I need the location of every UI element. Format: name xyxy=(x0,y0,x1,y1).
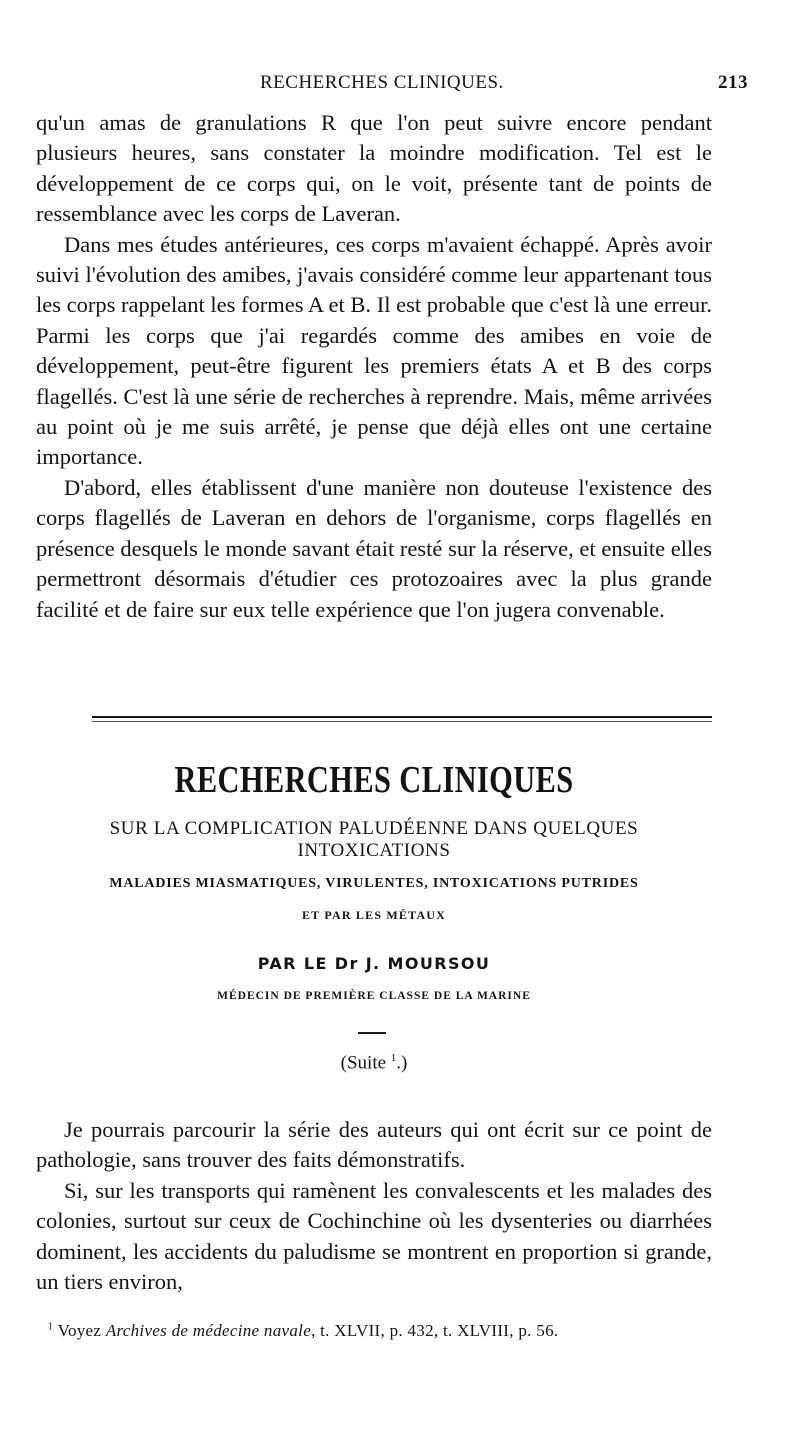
author-role: MÉDECIN DE PREMIÈRE CLASSE DE LA MARINE xyxy=(217,990,531,1002)
paragraph: Dans mes études antérieures, ces corps m'avaient échappé. Après avoir suivi l'évolution des amibes, j'avais considéré comme leur appartenant tous les corps rappelant les formes A et B. Il est probable que c'est là une erreur. Parmi les corps que j'ai regardés comme des amibes en voie de développement, peut-être figurent les premiers états A et B des corps flagellés. C'est là une série de recherches à reprendre. Mais, même arrivées au point où je me suis arrêté, je pense que déjà elles ont une certaine importance. xyxy=(36,231,712,470)
running-head-title: RECHERCHES CLINIQUES. xyxy=(260,72,504,93)
article-subtitle-diseases: MALADIES MIASMATIQUES, VIRULENTES, INTOXICATIONS PUTRIDES xyxy=(109,876,639,891)
section-divider-thin xyxy=(92,721,712,722)
paragraph: Si, sur les transports qui ramènent les convalescents et les malades des colonies, surtout sur ceux de Cochinchine où les dysenteries ou diarrhées dominent, les accidents du paludisme se montrent en proportion si grande, un tiers environ, xyxy=(36,1177,712,1295)
footnote-lead: Voyez xyxy=(57,1321,102,1340)
footnote-journal: Archives de médecine navale xyxy=(105,1321,312,1340)
article-subtitle-metals: ET PAR LES MÉTAUX xyxy=(301,908,447,922)
continuation-note xyxy=(36,1052,712,1074)
short-divider xyxy=(358,1032,386,1034)
continuation-label: (Suite xyxy=(340,1052,387,1074)
continuation-close: .) xyxy=(396,1052,408,1074)
footnote-tail: , t. XLVII, p. 432, t. XLVIII, p. 56. xyxy=(311,1321,559,1340)
author-byline: PAR LE Dr J. MOURSOU xyxy=(257,954,491,973)
footnote-mark: 1 xyxy=(48,1321,54,1333)
footnote xyxy=(48,1321,712,1341)
article-body xyxy=(36,1115,712,1297)
article-title: RECHERCHES CLINIQUES xyxy=(174,759,574,801)
paragraph: Je pourrais parcourir la série des auteurs qui ont écrit sur ce point de pathologie, sans trouver des faits démonstratifs. xyxy=(36,1117,712,1173)
paragraph: qu'un amas de granulations R que l'on peut suivre encore pendant plusieurs heures, sans constater la moindre modification. Tel est le développement de ce corps qui, on le voit, présente tant de points de ressemblance avec les corps de Laveran. xyxy=(36,110,712,227)
paragraph: D'abord, elles établissent d'une manière non douteuse l'existence des corps flagellés de Laveran en dehors de l'organisme, corps flagellés en présence desquels le monde savant était resté sur la réserve, et ensuite elles permettront désormais d'étudier ces protozoaires avec la plus grande facilité et de faire sur eux telle expérience que l'on jugera convenable. xyxy=(36,474,712,622)
section-divider xyxy=(92,716,712,718)
continued-text-block xyxy=(36,108,712,625)
footnote-ref: 1 xyxy=(390,1052,397,1064)
page-number: 213 xyxy=(718,72,748,93)
article-subtitle: SUR LA COMPLICATION PALUDÉENNE DANS QUELQUES INTOXICATIONS xyxy=(109,818,639,861)
running-head xyxy=(36,72,748,102)
